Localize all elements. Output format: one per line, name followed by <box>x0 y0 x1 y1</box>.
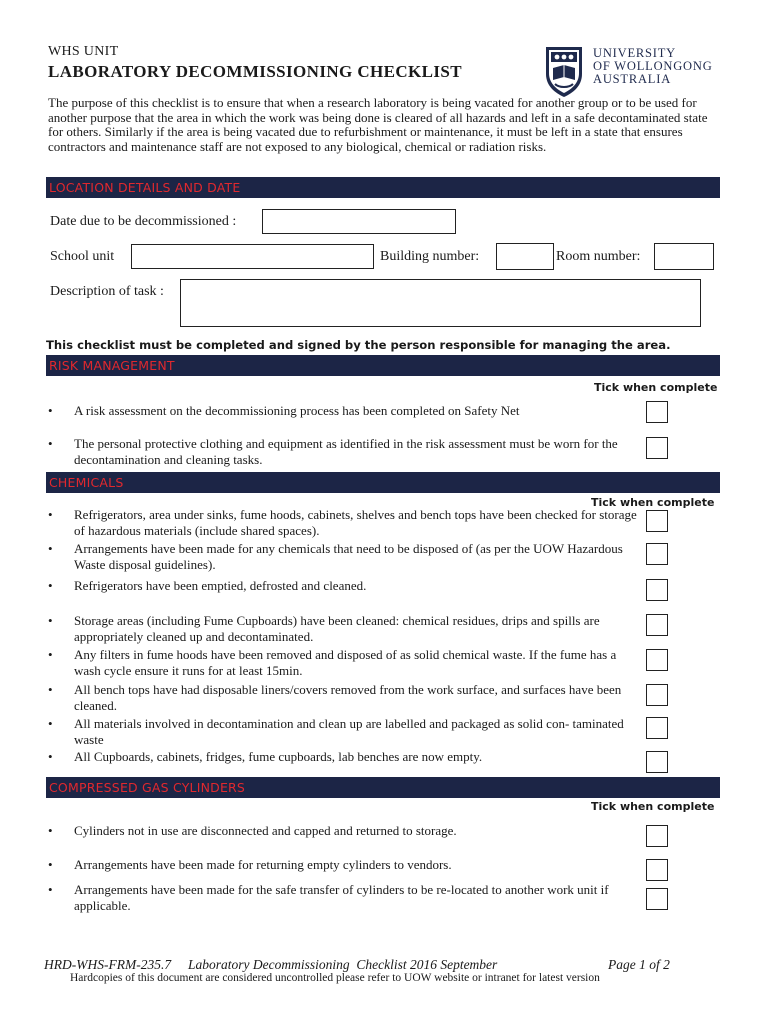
logo-line-3: AUSTRALIA <box>593 72 672 86</box>
footer-page-number: Page 1 of 2 <box>608 957 670 972</box>
date-label: Date due to be decommissioned : <box>50 214 237 229</box>
item-text: Any filters in fume hoods have been removed and disposed of as solid chemical waste. If the fume has a wash cycle ensure it runs for at least 15min. <box>74 647 617 678</box>
tick-checkbox[interactable] <box>646 543 668 565</box>
item-text: Arrangements have been made for returning empty cylinders to vendors. <box>74 857 452 872</box>
bullet: • <box>48 578 53 593</box>
item-text: Refrigerators, area under sinks, fume hoods, cabinets, shelves and bench tops have been checked for storage of hazardous materials (include shared spaces). <box>74 507 637 538</box>
room-field[interactable] <box>654 243 714 270</box>
list-item <box>48 541 638 572</box>
crest-icon <box>543 44 585 98</box>
footer-document-code: HRD-WHS-FRM-235.7 Laboratory Decommissioning Checklist 2016 September <box>44 957 498 972</box>
responsibility-notice: This checklist must be completed and signed by the person responsible for managing the area. <box>46 338 671 352</box>
bullet: • <box>48 541 53 556</box>
list-item <box>48 507 638 538</box>
list-item <box>48 613 638 644</box>
bullet: • <box>48 647 53 662</box>
item-text: Cylinders not in use are disconnected and capped and returned to storage. <box>74 823 457 838</box>
tick-checkbox[interactable] <box>646 751 668 773</box>
item-text: The personal protective clothing and equipment as identified in the risk assessment must be worn for the decontamination and cleaning tasks. <box>74 436 618 467</box>
bullet: • <box>48 749 53 764</box>
building-label: Building number: <box>380 249 480 264</box>
section-heading-gas: COMPRESSED GAS CYLINDERS <box>46 777 720 798</box>
bullet: • <box>48 716 53 731</box>
item-text: Refrigerators have been emptied, defrosted and cleaned. <box>74 578 367 593</box>
logo-line-2: OF WOLLONGONG <box>593 59 713 73</box>
item-text: Storage areas (including Fume Cupboards) have been cleaned: chemical residues, drips and spills are appropriately cleaned up and decontaminated. <box>74 613 600 644</box>
school-label: School unit <box>50 249 115 264</box>
list-item <box>48 682 638 713</box>
document-title: LABORATORY DECOMMISSIONING CHECKLIST <box>48 62 462 81</box>
logo-line-1: UNIVERSITY <box>593 46 676 60</box>
bullet: • <box>48 882 53 897</box>
bullet: • <box>48 403 53 418</box>
bullet: • <box>48 613 53 628</box>
task-label: Description of task : <box>50 284 164 299</box>
tick-checkbox[interactable] <box>646 859 668 881</box>
tick-checkbox[interactable] <box>646 717 668 739</box>
tick-checkbox[interactable] <box>646 888 668 910</box>
building-field[interactable] <box>496 243 554 270</box>
item-text: All materials involved in decontamination and clean up are labelled and packaged as solid con- taminated waste <box>74 716 624 747</box>
list-item <box>48 716 638 747</box>
tick-checkbox[interactable] <box>646 614 668 636</box>
intro-paragraph: The purpose of this checklist is to ensure that when a research laboratory is being vacated for another group or to be used for another purpose that the area in which the work was being done is cleared of all hazards and left in a safe decontaminated state for others. Similarly if the area is being vacated due to refurbishment or maintenance, it must be left in a state that ensures contractors and maintenance staff are not exposed to any biological, chemical or radiation risks. <box>48 95 708 154</box>
tick-checkbox[interactable] <box>646 649 668 671</box>
footer-note: Hardcopies of this document are considered uncontrolled please refer to UOW website or intranet for latest version <box>70 972 600 984</box>
section-heading-location: LOCATION DETAILS AND DATE <box>46 177 720 198</box>
item-text: A risk assessment on the decommissioning process has been completed on Safety Net <box>74 403 520 418</box>
bullet: • <box>48 682 53 697</box>
tick-header: Tick when complete <box>591 800 715 813</box>
tick-header: Tick when complete <box>594 381 718 394</box>
list-item <box>48 578 638 594</box>
task-description-field[interactable] <box>180 279 701 327</box>
tick-checkbox[interactable] <box>646 579 668 601</box>
section-heading-chemicals: CHEMICALS <box>46 472 720 493</box>
bullet: • <box>48 507 53 522</box>
date-field[interactable] <box>262 209 456 234</box>
school-field[interactable] <box>131 244 374 269</box>
tick-checkbox[interactable] <box>646 510 668 532</box>
bullet: • <box>48 823 53 838</box>
list-item <box>48 749 638 765</box>
tick-checkbox[interactable] <box>646 437 668 459</box>
list-item <box>48 403 638 419</box>
item-text: All bench tops have had disposable liners/covers removed from the work surface, and surfaces have been cleaned. <box>74 682 622 713</box>
tick-checkbox[interactable] <box>646 825 668 847</box>
section-heading-risk: RISK MANAGEMENT <box>46 355 720 376</box>
tick-checkbox[interactable] <box>646 684 668 706</box>
bullet: • <box>48 436 53 451</box>
item-text: Arrangements have been made for any chemicals that need to be disposed of (as per the UOW Hazardous Waste disposal guidelines). <box>74 541 623 572</box>
list-item <box>48 882 638 913</box>
item-text: Arrangements have been made for the safe transfer of cylinders to be re-located to another work unit if applicable. <box>74 882 609 913</box>
bullet: • <box>48 857 53 872</box>
unit-label: WHS UNIT <box>48 44 119 59</box>
list-item <box>48 436 638 467</box>
tick-checkbox[interactable] <box>646 401 668 423</box>
list-item <box>48 647 638 678</box>
item-text: All Cupboards, cabinets, fridges, fume cupboards, lab benches are now empty. <box>74 749 483 764</box>
tick-header: Tick when complete <box>591 496 715 509</box>
university-logo <box>543 44 733 98</box>
list-item <box>48 857 638 873</box>
room-label: Room number: <box>556 249 641 264</box>
list-item <box>48 823 638 839</box>
